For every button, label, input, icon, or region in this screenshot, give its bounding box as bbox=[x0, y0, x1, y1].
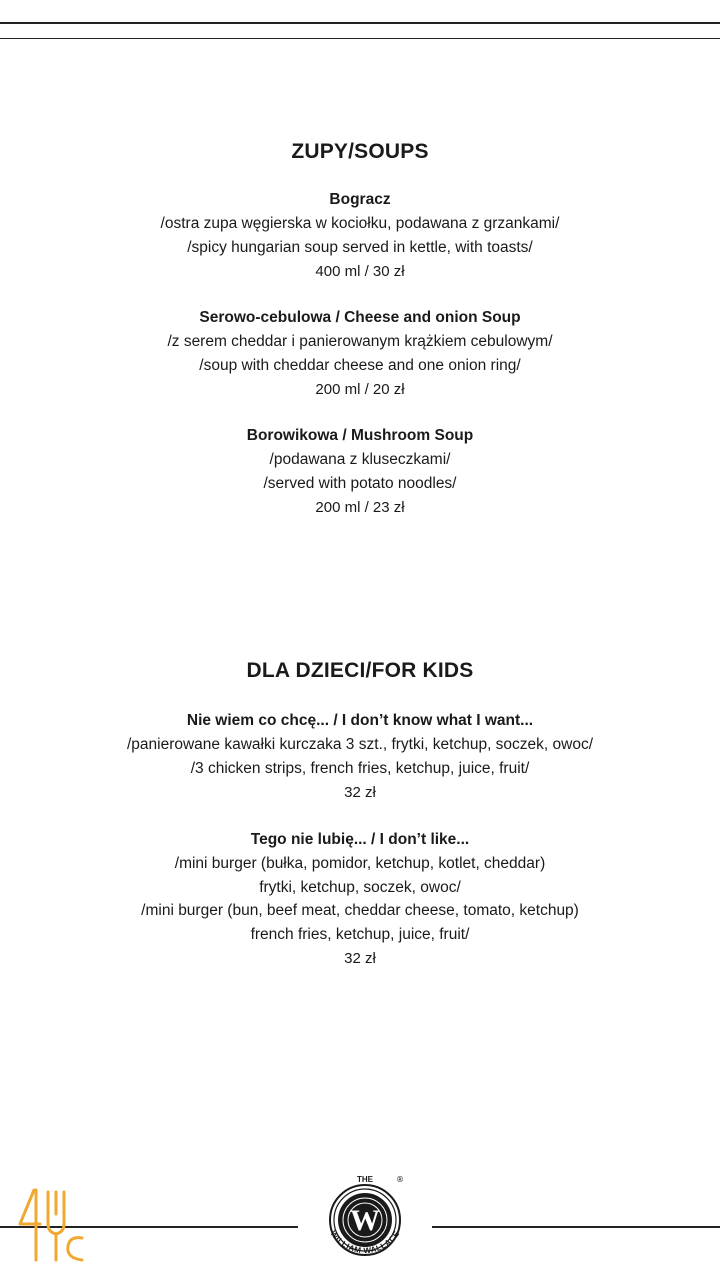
menu-item-description-en: /soup with cheddar cheese and one onion ring/ bbox=[199, 356, 521, 374]
menu-item-description-pl: /mini burger (bułka, pomidor, ketchup, kotlet, cheddar) bbox=[174, 855, 546, 872]
top-rule-thick bbox=[0, 22, 720, 24]
menu-item-name: Serowo-cebulowa / Cheese and onion Soup bbox=[199, 309, 521, 326]
menu-item-description-en-cont: french fries, ketchup, juice, fruit/ bbox=[250, 925, 470, 943]
section-title-kids: DLA DZIECI/FOR KIDS bbox=[246, 659, 474, 682]
menu-item-description-en: /served with potato noodles/ bbox=[263, 474, 457, 492]
menu-item-price: 200 ml / 20 zł bbox=[315, 381, 405, 398]
menu-item-cheese-onion-soup bbox=[0, 306, 720, 402]
menu-item-price: 32 zł bbox=[344, 784, 376, 801]
menu-item-bogracz bbox=[0, 188, 720, 284]
menu-item-price: 32 zł bbox=[344, 950, 376, 967]
menu-item-kids-strips bbox=[0, 709, 720, 805]
menu-item-kids-burger bbox=[0, 828, 720, 971]
menu-item-name: Tego nie lubię... / I don’t like... bbox=[250, 831, 470, 848]
menu-item-description-pl-cont: frytki, ketchup, soczek, owoc/ bbox=[259, 878, 461, 896]
logo-emblem-icon bbox=[300, 1160, 430, 1280]
top-rule-thin bbox=[0, 38, 720, 39]
menu-item-name: Nie wiem co chcę... / I don’t know what I want... bbox=[186, 712, 534, 729]
menu-item-name: Bogracz bbox=[329, 191, 391, 208]
menu-item-description-en: /spicy hungarian soup served in kettle, with toasts/ bbox=[187, 238, 533, 256]
registered-mark: ® bbox=[396, 1175, 404, 1184]
logo-initial: W bbox=[350, 1204, 380, 1237]
menu-item-description-pl: /z serem cheddar i panierowanym krążkiem cebulowym/ bbox=[167, 333, 553, 350]
menu-item-description-pl: /ostra zupa węgierska w kociołku, podawana z grzankami/ bbox=[160, 215, 560, 232]
menu-item-description-en: /mini burger (bun, beef meat, cheddar cheese, tomato, ketchup) bbox=[141, 902, 579, 919]
footer-rule-right bbox=[432, 1226, 720, 1228]
logo-top-text: THE bbox=[357, 1175, 373, 1184]
menu-item-description-pl: /panierowane kawałki kurczaka 3 szt., frytki, ketchup, soczek, owoc/ bbox=[126, 736, 594, 753]
menu-item-price: 200 ml / 23 zł bbox=[315, 499, 405, 516]
william-wallace-logo bbox=[300, 1160, 430, 1280]
menu-item-mushroom-soup bbox=[0, 424, 720, 520]
section-title-soups: ZUPY/SOUPS bbox=[291, 140, 429, 163]
menu-item-name: Borowikowa / Mushroom Soup bbox=[246, 427, 474, 444]
menu-item-description-en: /3 chicken strips, french fries, ketchup, juice, fruit/ bbox=[190, 759, 530, 777]
fork-knife-brand-icon bbox=[12, 1184, 92, 1270]
logo-bottom-text: WILLIAM WALLACE bbox=[328, 1229, 402, 1256]
menu-item-price: 400 ml / 30 zł bbox=[315, 263, 405, 280]
menu-item-description-pl: /podawana z kluseczkami/ bbox=[269, 451, 451, 468]
